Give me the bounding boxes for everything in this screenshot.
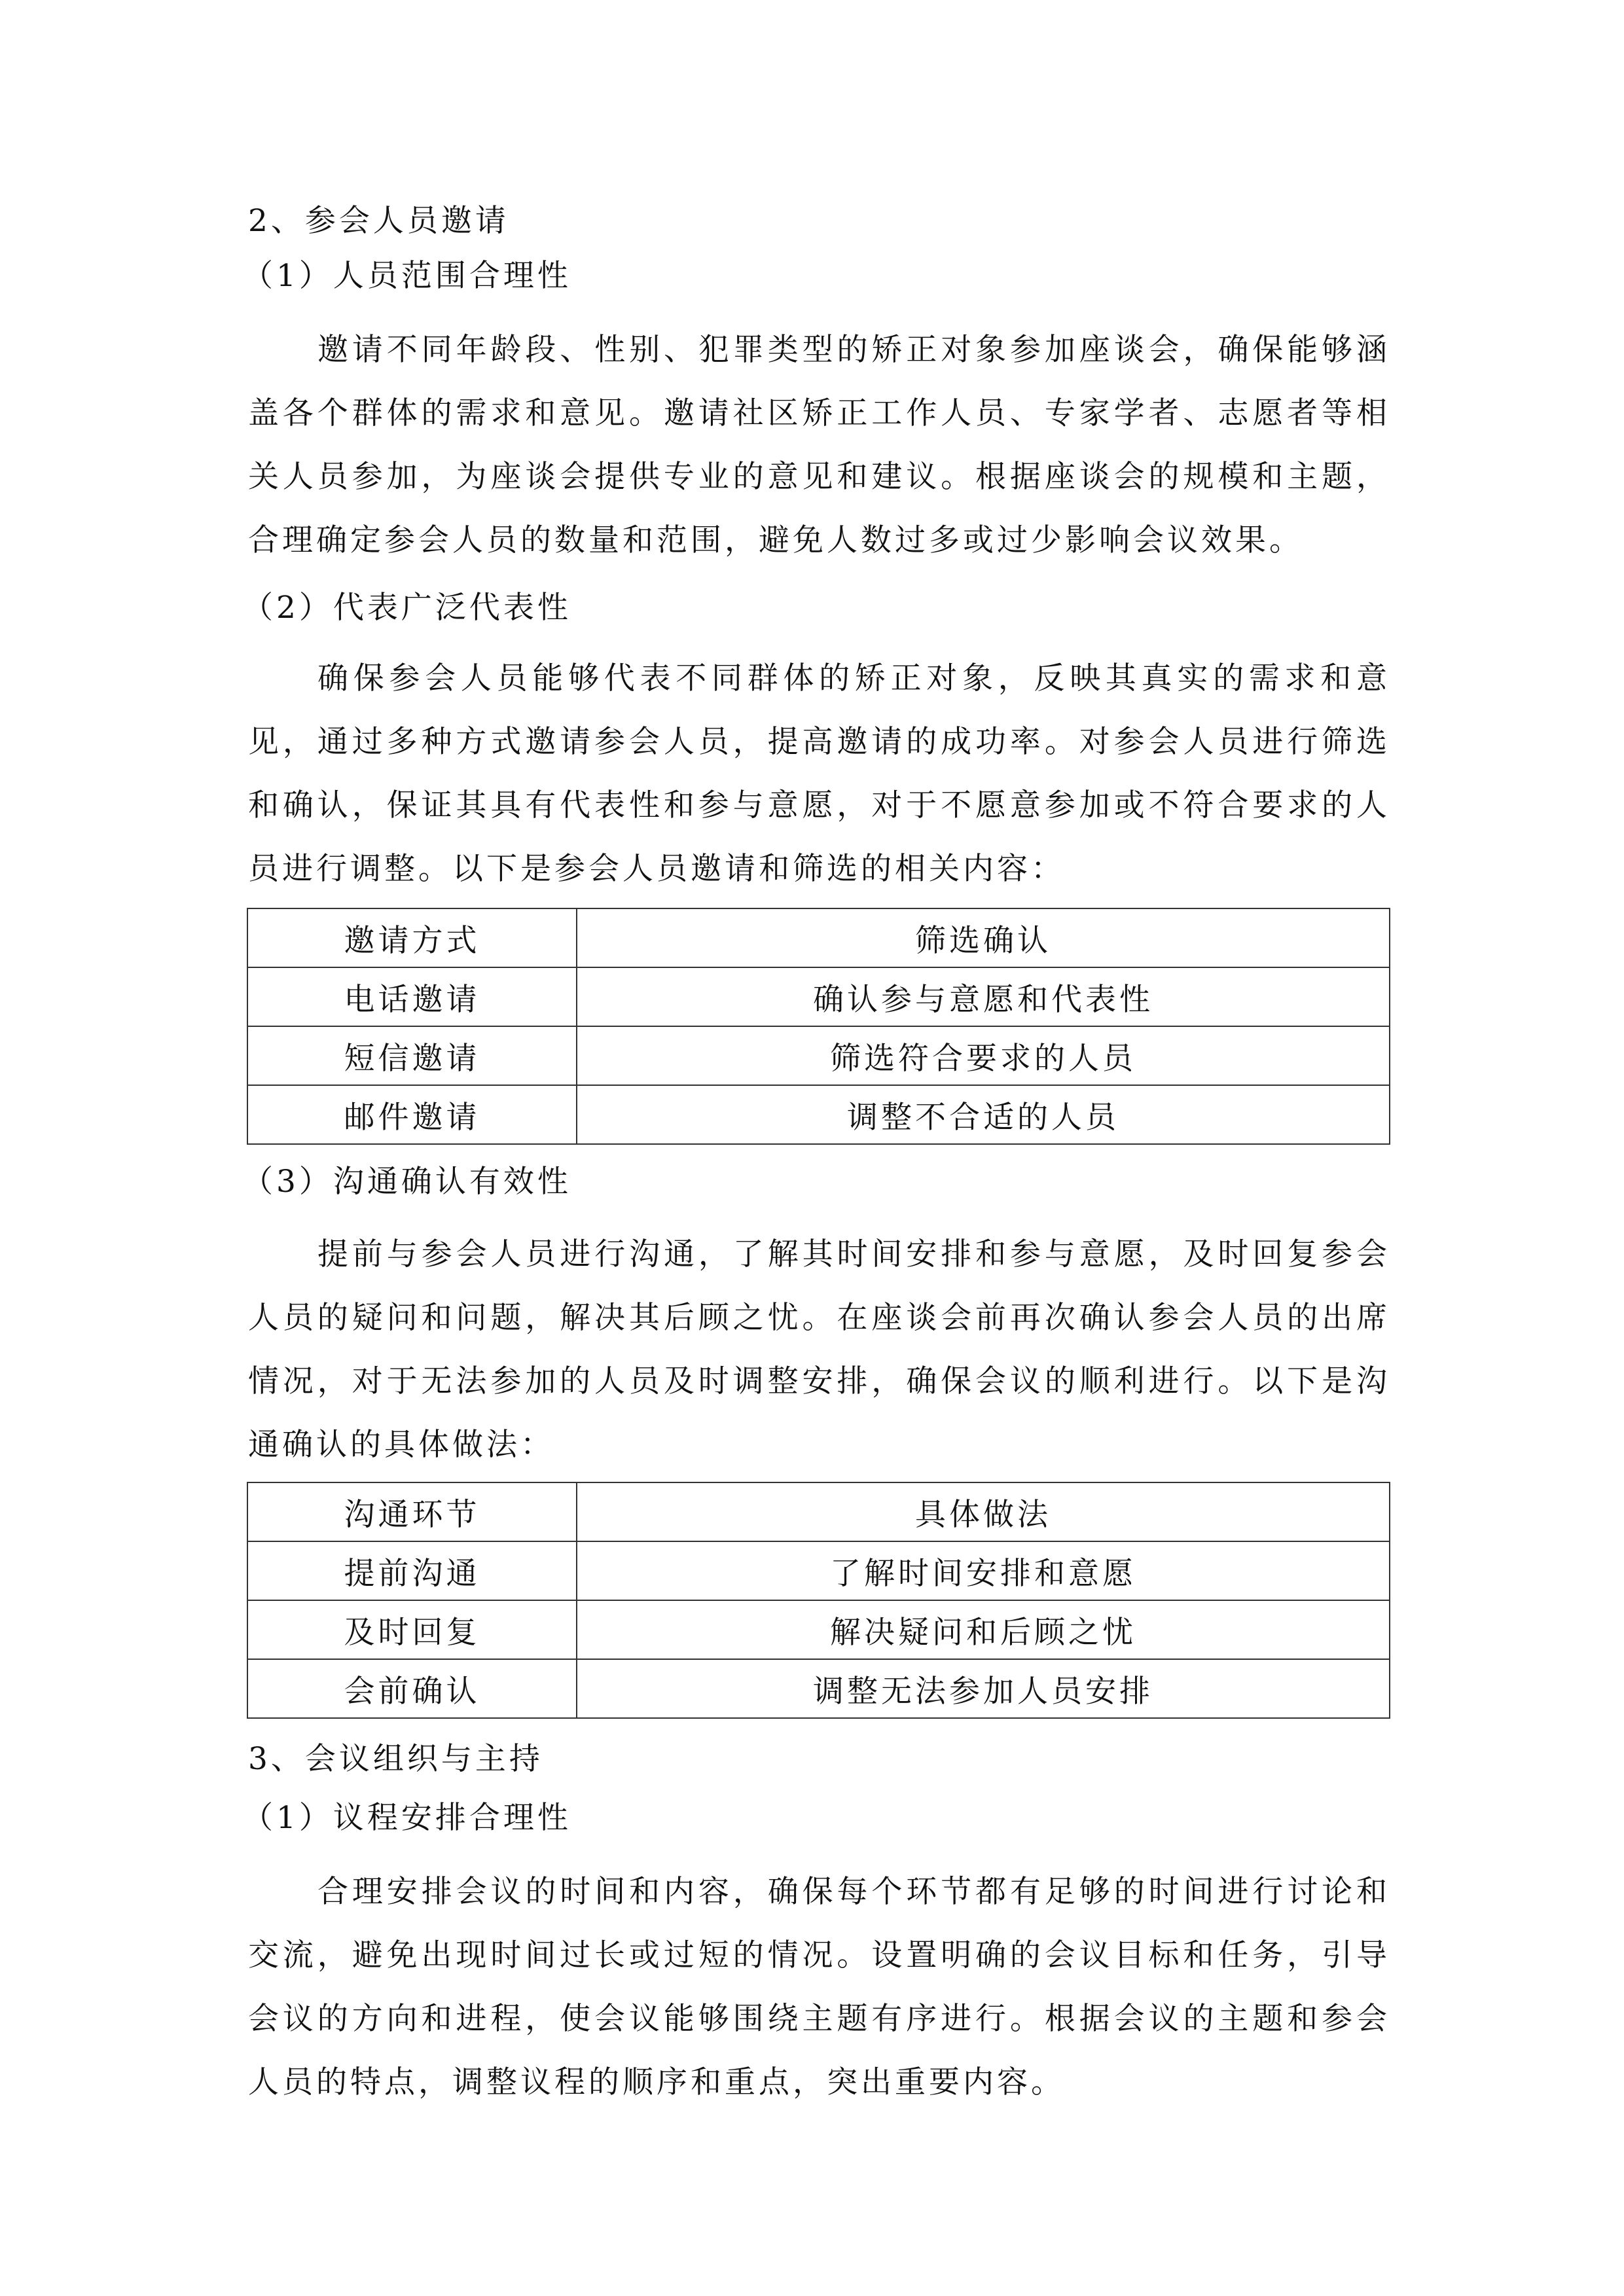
table-row xyxy=(247,1541,1390,1600)
table-row xyxy=(247,1659,1390,1718)
table-cell: 提前沟通 xyxy=(247,1541,577,1600)
table-header-cell: 筛选确认 xyxy=(577,908,1390,967)
subheading-2-3: （3）沟通确认有效性 xyxy=(242,1164,571,1200)
table-cell: 及时回复 xyxy=(247,1600,577,1659)
table-row xyxy=(247,1026,1390,1085)
table-header-cell: 邀请方式 xyxy=(247,908,577,967)
table-row xyxy=(247,967,1390,1026)
invitation-table xyxy=(247,908,1390,1145)
communication-table xyxy=(247,1482,1390,1719)
section-heading-3: 3、会议组织与主持 xyxy=(248,1741,543,1777)
table-header-cell: 具体做法 xyxy=(577,1482,1390,1541)
table-row xyxy=(247,1600,1390,1659)
paragraph-2-2: 确保参会人员能够代表不同群体的矫正对象，反映其真实的需求和意见，通过多种方式邀请参会人员，提高邀请的成功率。对参会人员进行筛选和确认，保证其具有代表性和参与意愿，对于不愿意参加或不符合要求的人员进行调整。以下是参会人员邀请和筛选的相关内容： xyxy=(248,660,1390,887)
paragraph-2-1: 邀请不同年龄段、性别、犯罪类型的矫正对象参加座谈会，确保能够涵盖各个群体的需求和意见。邀请社区矫正工作人员、专家学者、志愿者等相关人员参加，为座谈会提供专业的意见和建议。根据座谈会的规模和主题，合理确定参会人员的数量和范围，避免人数过多或过少影响会议效果。 xyxy=(248,332,1390,558)
table-cell: 筛选符合要求的人员 xyxy=(577,1026,1390,1085)
paragraph-2-3: 提前与参会人员进行沟通，了解其时间安排和参与意愿，及时回复参会人员的疑问和问题，解决其后顾之忧。在座谈会前再次确认参会人员的出席情况，对于无法参加的人员及时调整安排，确保会议的顺利进行。以下是沟通确认的具体做法： xyxy=(248,1236,1390,1463)
table-row xyxy=(247,1085,1390,1144)
table-cell: 短信邀请 xyxy=(247,1026,577,1085)
table-cell: 调整不合适的人员 xyxy=(577,1085,1390,1144)
subheading-3-1: （1）议程安排合理性 xyxy=(242,1800,571,1836)
table-header-row xyxy=(247,1482,1390,1541)
table-cell: 调整无法参加人员安排 xyxy=(577,1659,1390,1718)
table-cell: 电话邀请 xyxy=(247,967,577,1026)
subheading-2-2: （2）代表广泛代表性 xyxy=(242,590,571,626)
section-heading-2: 2、参会人员邀请 xyxy=(248,203,509,239)
table-cell: 邮件邀请 xyxy=(247,1085,577,1144)
table-cell: 会前确认 xyxy=(247,1659,577,1718)
table-cell: 确认参与意愿和代表性 xyxy=(577,967,1390,1026)
table-header-row xyxy=(247,908,1390,967)
table-cell: 了解时间安排和意愿 xyxy=(577,1541,1390,1600)
subheading-2-1: （1）人员范围合理性 xyxy=(242,258,571,294)
paragraph-3-1: 合理安排会议的时间和内容，确保每个环节都有足够的时间进行讨论和交流，避免出现时间过长或过短的情况。设置明确的会议目标和任务，引导会议的方向和进程，使会议能够围绕主题有序进行。根据会议的主题和参会人员的特点，调整议程的顺序和重点，突出重要内容。 xyxy=(248,1874,1390,2100)
table-header-cell: 沟通环节 xyxy=(247,1482,577,1541)
table-cell: 解决疑问和后顾之忧 xyxy=(577,1600,1390,1659)
